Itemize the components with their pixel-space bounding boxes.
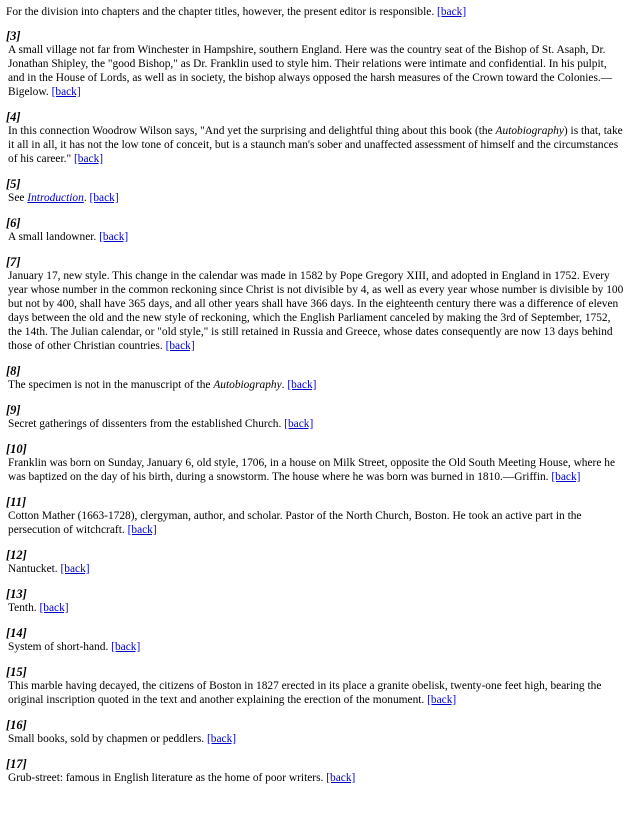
footnote-item xyxy=(6,495,624,537)
text-segment: A small landowner. xyxy=(8,231,97,243)
text-segment: . xyxy=(281,379,285,391)
footnote-item xyxy=(6,403,624,431)
back-link[interactable]: [back] xyxy=(127,524,157,536)
footnote-number: [11] xyxy=(6,495,27,509)
text-segment: ) is that, take it all in all, it has not the low tone of conceit, but is a staunch man's sober and unaffected assessment of himself and the circumstances of his career." xyxy=(8,125,623,165)
footnote-number: [6] xyxy=(6,216,21,230)
text-segment: This marble having decayed, the citizens of Boston in 1827 erected in its place a granite obelisk, twenty-one feet high, bearing the original inscription quoted in the text and another explaining the erection of the monument. xyxy=(8,680,602,706)
text-segment: Tenth. xyxy=(8,602,37,614)
footnote-text xyxy=(6,417,624,431)
back-link[interactable]: [back] xyxy=(284,418,314,430)
footnote-number: [15] xyxy=(6,665,27,679)
text-segment: See xyxy=(8,192,28,204)
italic-text: Autobiography xyxy=(495,125,564,137)
footnote-text xyxy=(6,456,624,484)
footnote-number: [7] xyxy=(6,255,21,269)
back-link[interactable]: [back] xyxy=(326,772,356,784)
text-segment: System of short-hand. xyxy=(8,641,109,653)
footnote-item xyxy=(6,665,624,707)
text-segment: January 17, new style. This change in the calendar was made in 1582 by Pope Gregory XIII, and adopted in England in 1752. Every year whose number in the common reckoning since Christ is not divisible by 4, as well as every year whose number is divisible by 100 but not by 400, shall have 365 days, and all other years shall have 366 days. In the eighteenth century there was a difference of eleven days between the old and the new style of reckoning, which the English Parliament canceled by making the 3rd of September, 1752, the 14th. The Julian calendar, or "old style," is still retained in Russia and Greece, whose dates consequently are now 13 days behind those of other Christian countries. xyxy=(8,270,624,352)
footnote-text xyxy=(6,679,624,707)
text-segment: Small books, sold by chapmen or peddlers. xyxy=(8,733,205,745)
footnote-number: [16] xyxy=(6,718,27,732)
intro-paragraph xyxy=(6,5,624,19)
footnote-number: [8] xyxy=(6,364,21,378)
text-segment: The specimen is not in the manuscript of the xyxy=(8,379,214,391)
back-link[interactable]: [back] xyxy=(60,563,90,575)
footnote-number: [5] xyxy=(6,177,21,191)
back-link[interactable]: [back] xyxy=(287,379,317,391)
footnote-list xyxy=(6,29,624,785)
footnote-number: [10] xyxy=(6,442,27,456)
footnote-item xyxy=(6,177,624,205)
footnote-item xyxy=(6,548,624,576)
text-segment: Franklin was born on Sunday, January 6, old style, 1706, in a house on Milk Street, opposite the Old South Meeting House, where he was baptized on the day of his birth, during a snowstorm. The house where he was born was burned in 1810.—Griffin. xyxy=(8,457,615,483)
footnote-text xyxy=(6,640,624,654)
footnote-text xyxy=(6,771,624,785)
text-segment: A small village not far from Winchester in Hampshire, southern England. Here was the country seat of the Bishop of St. Asaph, Dr. Jonathan Shipley, the "good Bishop," as Dr. Franklin used to style him. Their relations were intimate and confidential. In his pulpit, and in the House of Lords, as well as in society, the bishop always opposed the harsh measures of the Crown toward the Colonies.—Bigelow. xyxy=(8,44,613,98)
footnote-item xyxy=(6,110,624,166)
footnote-number: [3] xyxy=(6,29,21,43)
text-segment: . xyxy=(83,192,87,204)
footnote-item xyxy=(6,757,624,785)
footnote-number: [9] xyxy=(6,403,21,417)
back-link[interactable]: [back] xyxy=(111,641,141,653)
footnote-number: [13] xyxy=(6,587,27,601)
footnote-text xyxy=(6,601,624,615)
introduction-link[interactable]: Introduction xyxy=(27,192,84,204)
text-segment: Cotton Mather (1663-1728), clergyman, author, and scholar. Pastor of the North Church, Boston. He took an active part in the persecution of witchcraft. xyxy=(8,510,582,536)
footnote-number: [17] xyxy=(6,757,27,771)
text-segment: Grub-street: famous in English literature as the home of poor writers. xyxy=(8,772,324,784)
footnote-item xyxy=(6,255,624,353)
back-link[interactable]: [back] xyxy=(89,192,119,204)
back-link[interactable]: [back] xyxy=(39,602,69,614)
footnote-number: [14] xyxy=(6,626,27,640)
footnote-text xyxy=(6,562,624,576)
footnote-text xyxy=(6,378,624,392)
footnote-item xyxy=(6,442,624,484)
back-link[interactable]: [back] xyxy=(51,86,81,98)
footnote-text xyxy=(6,509,624,537)
footnote-number: [4] xyxy=(6,110,21,124)
footnote-number: [12] xyxy=(6,548,27,562)
footnote-item xyxy=(6,29,624,99)
footnote-text xyxy=(6,269,624,353)
back-link[interactable]: [back] xyxy=(437,6,467,18)
back-link[interactable]: [back] xyxy=(551,471,581,483)
footnote-item xyxy=(6,718,624,746)
footnote-item xyxy=(6,216,624,244)
text-segment: Nantucket. xyxy=(8,563,58,575)
footnote-item xyxy=(6,626,624,654)
intro-text: For the division into chapters and the chapter titles, however, the present editor is responsible. xyxy=(6,6,435,18)
footnote-text xyxy=(6,191,624,205)
italic-text: Autobiography xyxy=(213,379,282,391)
footnote-text xyxy=(6,124,624,166)
back-link[interactable]: [back] xyxy=(165,340,195,352)
back-link[interactable]: [back] xyxy=(427,694,457,706)
back-link[interactable]: [back] xyxy=(207,733,237,745)
footnote-text xyxy=(6,43,624,99)
text-segment: In this connection Woodrow Wilson says, "And yet the surprising and delightful thing about this book (the xyxy=(8,125,496,137)
back-link[interactable]: [back] xyxy=(99,231,129,243)
footnote-item xyxy=(6,587,624,615)
footnote-text xyxy=(6,230,624,244)
footnote-text xyxy=(6,732,624,746)
back-link[interactable]: [back] xyxy=(74,153,104,165)
text-segment: Secret gatherings of dissenters from the established Church. xyxy=(8,418,282,430)
footnote-item xyxy=(6,364,624,392)
